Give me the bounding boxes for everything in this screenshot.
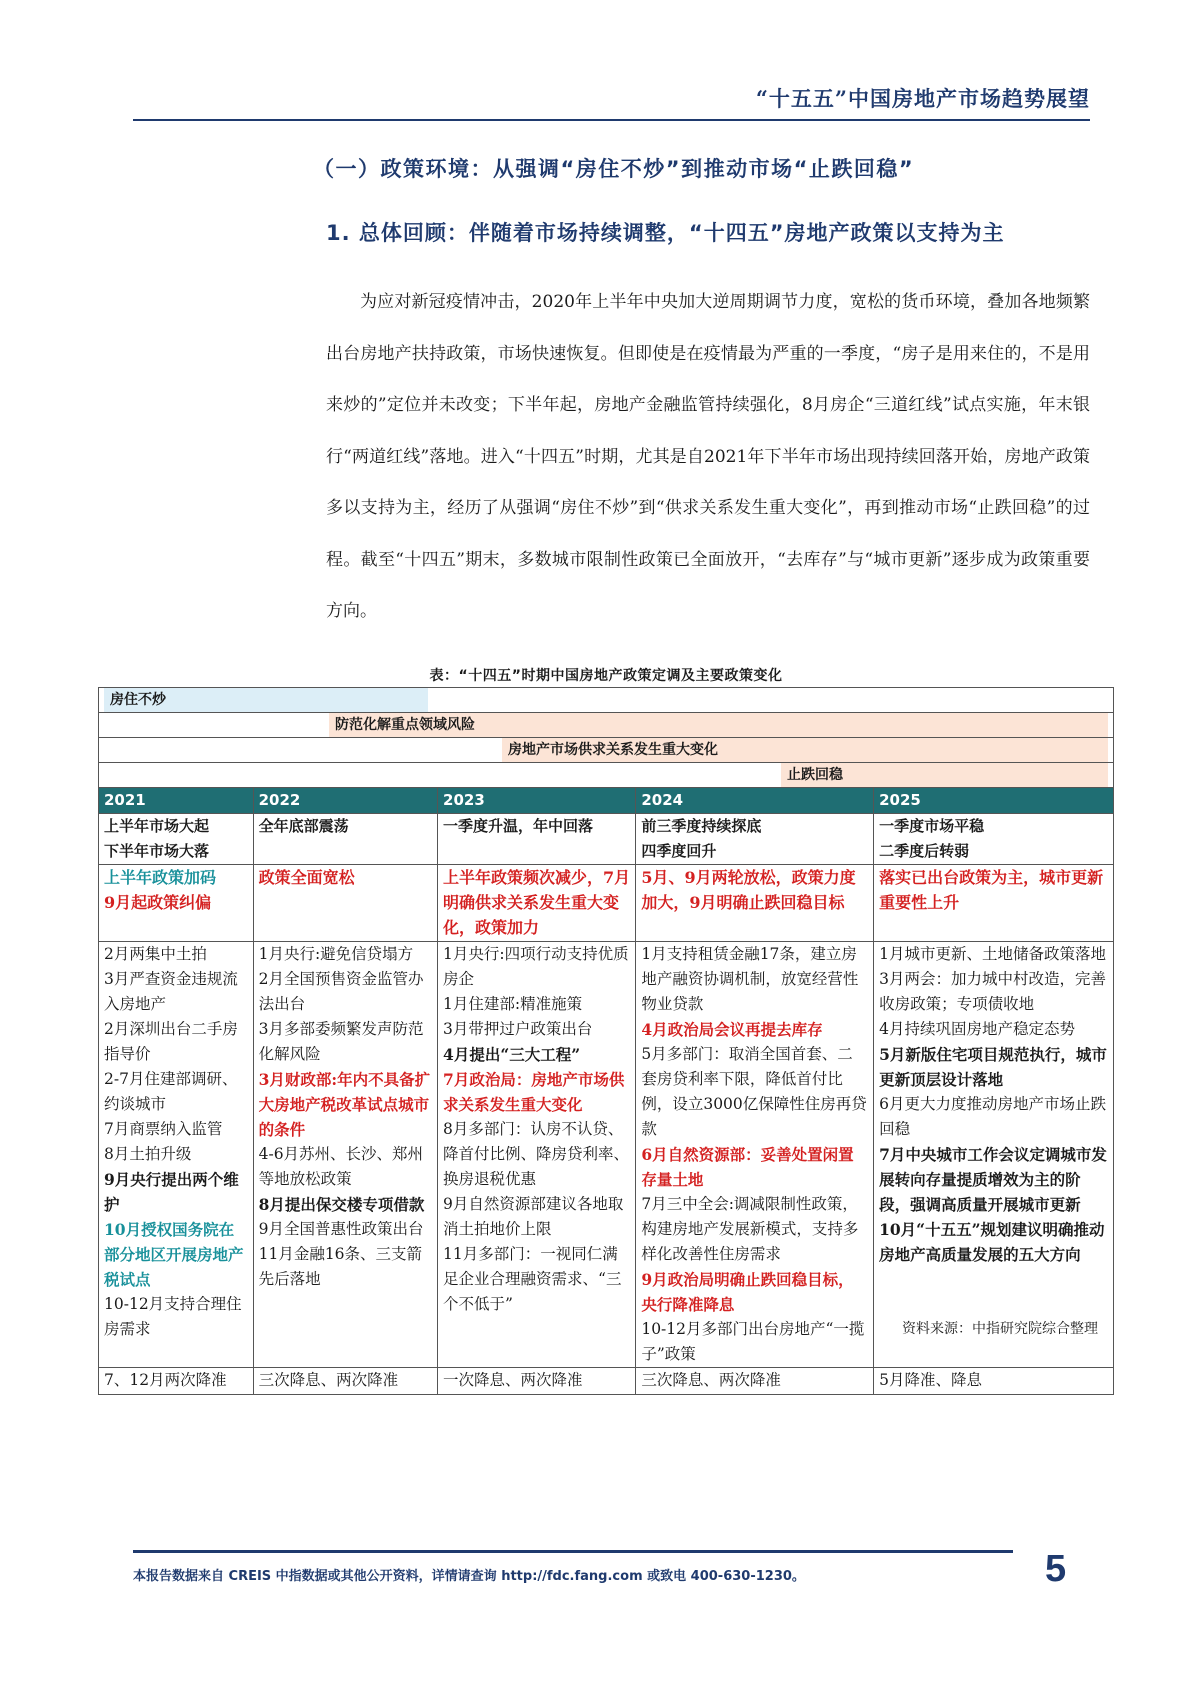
policy-entry: 上半年政策频次减少，7月明确供求关系发生重大变化，政策加力	[443, 868, 631, 937]
trend-cell	[874, 814, 1114, 865]
measures-cell	[99, 942, 254, 1368]
stance-cell	[636, 865, 874, 942]
policy-entry: 9月政治局明确止跌回稳目标，央行降准降息	[641, 1270, 854, 1314]
stance-cell	[99, 865, 254, 942]
policy-entry: 10-12月支持合理住房需求	[104, 1295, 242, 1338]
policy-entry: 4月提出“三大工程”	[443, 1045, 581, 1064]
policy-entry: 8月多部门：认房不认贷、降首付比例、降房贷利率、换房退税优惠	[443, 1120, 630, 1188]
policy-entry: 9月自然资源部建议各地取消土拍地价上限	[443, 1195, 624, 1238]
trend-line: 前三季度持续探底	[641, 817, 762, 835]
monetary-cell: 5月降准、降息	[874, 1368, 1114, 1395]
year-cell: 2025	[874, 788, 1114, 814]
policy-entry: 2-7月住建部调研、约谈城市	[104, 1070, 238, 1113]
policy-entry: 2月全国预售资金监管办法出台	[258, 970, 424, 1013]
page-number: 5	[1045, 1548, 1067, 1590]
policy-entry: 1月支持租赁金融17条，建立房地产融资协调机制，放宽经营性物业贷款	[641, 945, 859, 1013]
policy-entry: 落实已出台政策为主，城市更新重要性上升	[879, 868, 1104, 912]
policy-entry: 2月深圳出台二手房指导价	[104, 1020, 238, 1063]
policy-entry: 4月持续巩固房地产稳定态势	[879, 1020, 1075, 1038]
footer-disclaimer: 本报告数据来自 CREIS 中指数据或其他公开资料，详情请查询 http://fdc.fang.com 或致电 400-630-1230。	[133, 1569, 805, 1584]
policy-entry: 6月更大力度推动房地产市场止跌回稳	[879, 1095, 1106, 1138]
monetary-cell: 三次降息、两次降准	[253, 1368, 437, 1395]
policy-entry: 上半年政策加码	[104, 868, 217, 887]
measures-cell	[253, 942, 437, 1368]
measures-cell	[874, 942, 1114, 1368]
policy-table	[98, 687, 1114, 1395]
year-cell: 2021	[99, 788, 254, 814]
policy-measures-row	[99, 942, 1114, 1368]
stance-cell	[874, 865, 1114, 942]
policy-band-stop-decline: 止跌回稳	[781, 763, 1108, 787]
policy-entry: 3月带押过户政策出台	[443, 1020, 593, 1038]
policy-band-risk-prevention: 防范化解重点领域风险	[329, 713, 1108, 737]
policy-entry: 10-12月多部门出台房地产“一揽子”政策	[641, 1320, 865, 1363]
policy-band-row	[99, 713, 1114, 738]
trend-line: 四季度回升	[641, 842, 717, 860]
stance-cell	[253, 865, 437, 942]
policy-entry: 2月两集中土拍	[104, 945, 207, 963]
trend-line: 一季度升温，年中回落	[443, 817, 594, 835]
policy-entry: 11月金融16条、三支箭先后落地	[258, 1245, 423, 1288]
trend-cell	[636, 814, 874, 865]
policy-entry: 8月土拍升级	[104, 1145, 192, 1163]
policy-entry: 3月严查资金违规流入房地产	[104, 970, 238, 1013]
section-title: （一）政策环境：从强调“房住不炒”到推动市场“止跌回稳”	[313, 157, 915, 181]
monetary-cell: 三次降息、两次降准	[636, 1368, 874, 1395]
policy-entry: 11月多部门：一视同仁满足企业合理融资需求、“三个不低于”	[443, 1245, 622, 1313]
trend-line: 一季度市场平稳	[879, 817, 985, 835]
policy-band-housing-not-speculation: 房住不炒	[104, 688, 428, 712]
market-trend-row	[99, 814, 1114, 865]
policy-band-row	[99, 738, 1114, 763]
year-cell: 2022	[253, 788, 437, 814]
policy-entry: 3月两会：加力城中村改造，完善收房政策；专项债收地	[879, 970, 1106, 1013]
policy-entry: 1月城市更新、土地储备政策落地	[879, 945, 1106, 963]
footer-divider	[133, 1550, 1013, 1553]
policy-entry: 4月政治局会议再提去库存	[641, 1020, 823, 1039]
policy-entry: 9月起政策纠偏	[104, 893, 212, 912]
policy-entry: 1月央行:避免信贷塌方	[258, 945, 414, 963]
policy-entry: 5月新版住宅项目规范执行，城市更新顶层设计落地	[879, 1045, 1107, 1089]
policy-entry: 3月财政部:年内不具备扩大房地产税改革试点城市的条件	[258, 1070, 431, 1139]
source-note: 资料来源：中指研究院综合整理	[902, 1321, 1098, 1337]
policy-entry: 10月“十五五”规划建议明确推动房地产高质量发展的五大方向	[879, 1220, 1105, 1264]
measures-cell	[636, 942, 874, 1368]
policy-entry: 5月、9月两轮放松，政策力度加大，9月明确止跌回稳目标	[641, 868, 856, 912]
monetary-policy-row	[99, 1368, 1114, 1395]
policy-entry: 7月三中全会:调减限制性政策，构建房地产发展新模式，支持多样化改善性住房需求	[641, 1195, 859, 1263]
monetary-cell: 一次降息、两次降准	[438, 1368, 636, 1395]
policy-stance-row	[99, 865, 1114, 942]
table-caption: 表：“十四五”时期中国房地产政策定调及主要政策变化	[429, 668, 783, 684]
subsection-title: 1. 总体回顾：伴随着市场持续调整，“十四五”房地产政策以支持为主	[326, 221, 1005, 245]
policy-entry: 8月提出保交楼专项借款	[258, 1195, 425, 1214]
policy-entry: 7月商票纳入监管	[104, 1120, 223, 1138]
trend-line: 二季度后转弱	[879, 842, 970, 860]
year-cell: 2024	[636, 788, 874, 814]
monetary-cell: 7、12月两次降准	[99, 1368, 254, 1395]
policy-entry: 政策全面宽松	[258, 868, 355, 887]
policy-entry: 7月政治局：房地产市场供求关系发生重大变化	[443, 1070, 625, 1114]
policy-band-supply-demand-change: 房地产市场供求关系发生重大变化	[502, 738, 1108, 762]
trend-line: 下半年市场大落	[104, 842, 210, 860]
trend-line: 全年底部震荡	[258, 817, 349, 835]
policy-entry: 9月全国普惠性政策出台	[258, 1220, 424, 1238]
year-cell: 2023	[438, 788, 636, 814]
policy-entry: 4-6月苏州、长沙、郑州等地放松政策	[258, 1145, 424, 1188]
policy-entry: 9月央行提出两个维护	[104, 1170, 239, 1214]
policy-entry: 6月自然资源部：妥善处置闲置存量土地	[641, 1145, 854, 1189]
stance-cell	[438, 865, 636, 942]
header-divider	[133, 119, 1090, 121]
policy-entry: 1月央行:四项行动支持优质房企	[443, 945, 629, 988]
policy-entry: 7月中央城市工作会议定调城市发展转向存量提质增效为主的阶段，强调高质量开展城市更新	[879, 1145, 1107, 1214]
policy-band-row	[99, 688, 1114, 713]
year-header-row	[99, 788, 1114, 814]
body-paragraph: 为应对新冠疫情冲击，2020年上半年中央加大逆周期调节力度，宽松的货币环境，叠加各地频繁出台房地产扶持政策，市场快速恢复。但即使是在疫情最为严重的一季度，“房子是用来住的，不是用来炒的”定位并未改变；下半年起，房地产金融监管持续强化，8月房企“三道红线”试点实施，年末银行“两道红线”落地。进入“十四五”时期，尤其是自2021年下半年市场出现持续回落开始，房地产政策多以支持为主，经历了从强调“房住不炒”到“供求关系发生重大变化”，再到推动市场“止跌回稳”的过程。截至“十四五”期末，多数城市限制性政策已全面放开，“去库存”与“城市更新”逐步成为政策重要方向。	[326, 292, 1090, 621]
report-header-title: “十五五”中国房地产市场趋势展望	[755, 86, 1090, 111]
policy-entry: 3月多部委频繁发声防范化解风险	[258, 1020, 424, 1063]
policy-entry: 1月住建部:精准施策	[443, 995, 583, 1013]
policy-entry: 10月授权国务院在部分地区开展房地产税试点	[104, 1220, 244, 1289]
policy-entry: 5月多部门：取消全国首套、二套房贷利率下限，降低首付比例，设立3000亿保障性住房再贷款	[641, 1045, 867, 1138]
trend-cell	[438, 814, 636, 865]
trend-cell	[253, 814, 437, 865]
trend-cell	[99, 814, 254, 865]
policy-band-row	[99, 763, 1114, 788]
measures-cell	[438, 942, 636, 1368]
trend-line: 上半年市场大起	[104, 817, 210, 835]
